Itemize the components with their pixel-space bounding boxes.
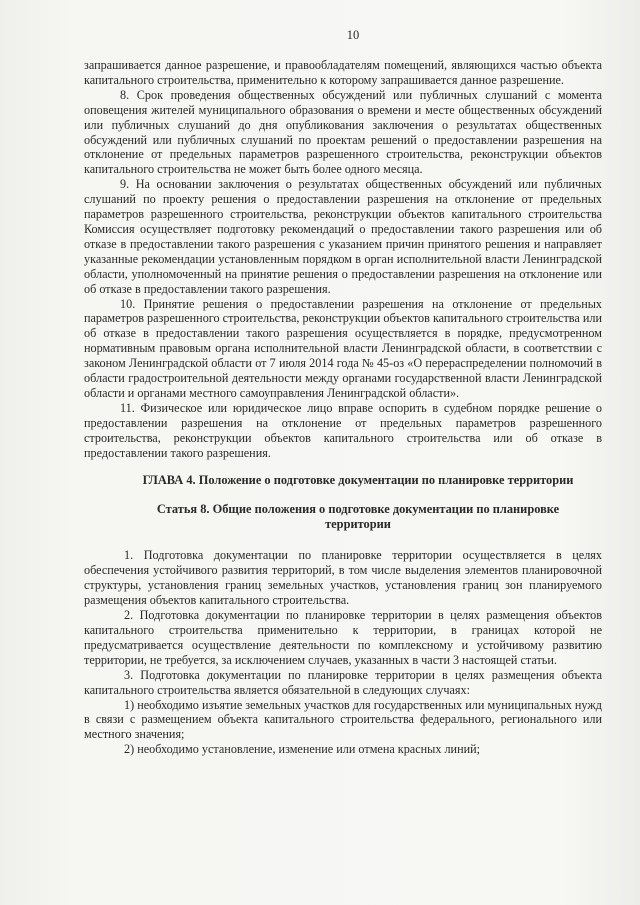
paragraph-item-2: 2. Подготовка документации по планировке территории в целях размещения объектов капитального строительства применительно к территории, в границах которой не предусматривается осуществление деятельности по комплексному и устойчивому развитию территории, не требуется, за исключением случаев, указанных в части 3 настоящей статьи. — [84, 608, 602, 667]
article-heading: Статья 8. Общие положения о подготовке документации по планировке территории — [156, 502, 560, 532]
paragraph-item-3: 3. Подготовка документации по планировке территории в целях размещения объекта капитального строительства является обязательной в следующих случаях: — [84, 667, 602, 697]
paragraph-item-8: 8. Срок проведения общественных обсуждений или публичных слушаний с момента оповещения жителей муниципального образования о времени и месте общественных обсуждений или публичных слушаний до дня опубликования заключения о результатах общественных обсуждений или публичных слушаний по проектам решений о предоставлении разрешения на отклонение от предельных параметров разрешенного строительства, реконструкции объектов капитального строительства не может быть более одного месяца. — [84, 87, 602, 177]
paragraph-item-1: 1. Подготовка документации по планировке территории осуществляется в целях обеспечения устойчивого развития территорий, в том числе выделения элементов планировочной структуры, установления границ земельных участков, установления границ зон планируемого размещения объектов капитального строительства. — [84, 548, 602, 608]
chapter-heading: ГЛАВА 4. Положение о подготовке документации по планировке территории — [142, 473, 574, 488]
subitem-2: 2) необходимо установление, изменение или отмена красных линий; — [124, 742, 481, 757]
page-number: 10 — [346, 28, 360, 42]
subitem-1: 1) необходимо изъятие земельных участков для государственных или муниципальных нужд в связи с размещением объекта капитального строительства федерального, регионального или местного значения; — [84, 697, 602, 742]
paragraph-item-11: 11. Физическое или юридическое лицо вправе оспорить в судебном порядке решение о предоставлении разрешения на отклонение от предельных параметров разрешенного строительства, реконструкции объектов капитального строительства или об отказе в предоставлении такого разрешения. — [84, 400, 602, 460]
paragraph-item-10: 10. Принятие решения о предоставлении разрешения на отклонение от предельных параметров разрешенного строительства, реконструкции объектов капитального строительства или об отказе в предоставлении такого разрешения осуществляется в порядке, предусмотренном нормативным правовым органа исполнительной власти Ленинградской области, в соответствии с законом Ленинградской области от 7 июля 2014 года № 45-оз «О перераспределении полномочий в области градостроительной деятельности между органами государственной власти Ленинградской области и органами местного самоуправления Ленинградской области». — [84, 296, 602, 400]
paragraph-continuation: запрашивается данное разрешение, и правообладателям помещений, являющихся частью объекта капитального строительства, применительно к которому запрашивается данное разрешение. — [84, 58, 602, 87]
paragraph-item-9: 9. На основании заключения о результатах общественных обсуждений или публичных слушаний по проекту решения о предоставлении разрешения на отклонение от предельных параметров разрешенного строительства, реконструкции объектов капитального строительства Комиссия осуществляет подготовку рекомендаций о предоставлении такого разрешения или об отказе в предоставлении такого разрешения с указанием причин принятого решения и направляет указанные рекомендации установленным порядком в орган исполнительной власти Ленинградской области, уполномоченный на принятие решения о предоставлении разрешения на отклонение или об отказе в предоставлении такого разрешения. — [84, 177, 602, 296]
